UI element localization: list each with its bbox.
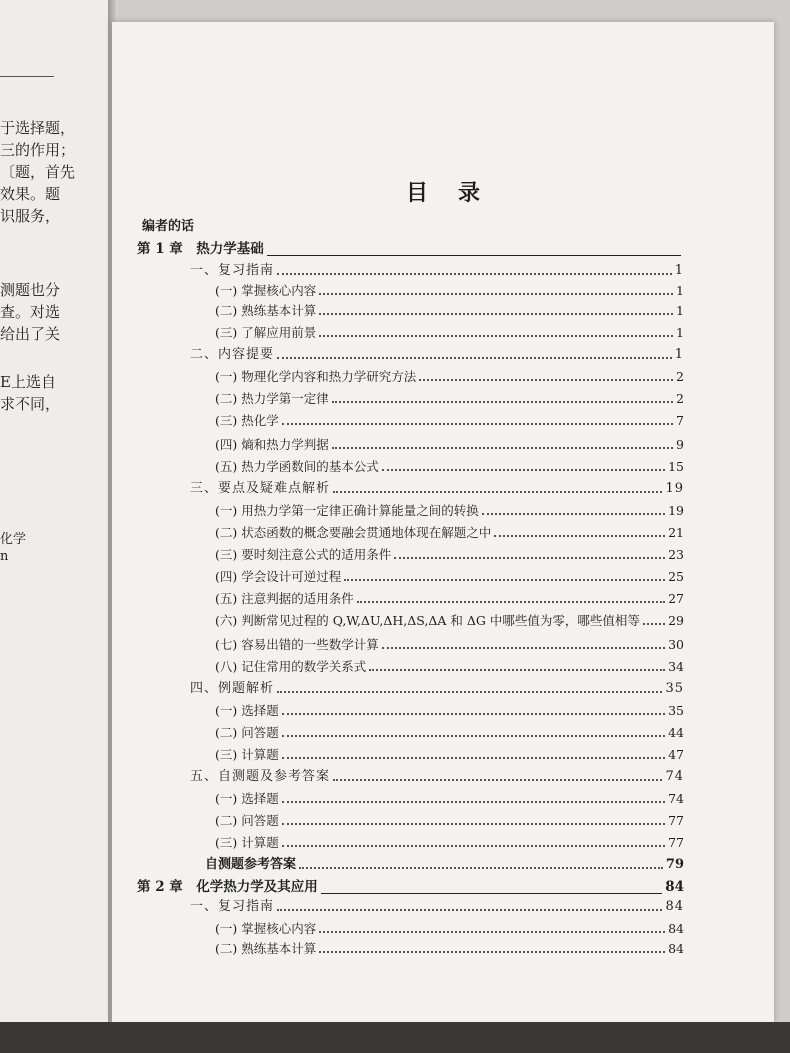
left-text-fragment: 识服务， [0,207,61,225]
left-text-fragment: 化学 [0,532,27,547]
page-number: 27 [668,591,684,606]
entry-label: (六) 判断常见过程的 Q,W,ΔU,ΔH,ΔS,ΔA 和 ΔG 中哪些值为零，哪些值相等 [215,613,640,628]
toc-entry [215,790,684,807]
toc-entry [215,302,684,319]
page-number: 29 [668,613,684,628]
page-number: 47 [668,747,684,762]
page-number: 2 [676,369,684,384]
page-number: 74 [668,791,684,806]
page-number: 19 [665,481,684,496]
leader-dots [369,669,665,671]
leader-dots [282,823,665,825]
chapter-entry [137,240,684,257]
left-text-fragment: 于选择题， [0,119,76,137]
page-number: 35 [668,703,684,718]
toc-entry [215,324,684,341]
leader-dots [319,335,673,337]
left-text-fragment: 求不同， [0,395,61,413]
leader-dots [357,601,665,603]
entry-label: (一) 掌握核心内容 [215,921,317,936]
page-number: 44 [668,725,684,740]
page-number: 1 [674,263,684,278]
entry-label: 第 1 章 热力学基础 [137,241,264,257]
toc-entry [215,746,684,763]
page-number: 21 [668,525,684,540]
leader-dots [282,735,665,737]
toc-page [112,22,774,1022]
leader-dots [277,273,672,275]
left-text-fragment: n [0,549,9,564]
leader-dots [277,357,672,359]
leader-dots [332,401,673,403]
page-number: 79 [665,857,684,872]
page-number: 84 [668,941,684,956]
entry-label: (三) 热化学 [215,413,279,428]
entry-label: 自测题参考答案 [205,857,297,872]
left-text-fragment: 效果。题 [0,185,61,203]
page-number: 77 [668,813,684,828]
leader-dots [382,647,665,649]
entry-label: (五) 注意判据的适用条件 [215,591,354,606]
chapter-entry [137,878,684,895]
leader-dots [333,491,662,493]
leader-dots [482,513,665,515]
left-text-fragment: 三的作用； [0,141,76,159]
toc-entry [215,546,684,563]
toc-entry [215,524,684,541]
leader-dots [319,313,673,315]
toc-entry [215,412,684,429]
leader-dots [282,757,665,759]
left-text-fragment: 测题也分 [0,281,61,299]
page-number: 1 [676,283,684,298]
section-entry [190,262,684,279]
page-number: 30 [668,637,684,652]
entry-label: 二、内容提要 [190,347,275,362]
toc-entry [215,920,684,937]
entry-label: (二) 状态函数的概念要融会贯通地体现在解题之中 [215,525,492,540]
entry-label: (五) 热力学函数间的基本公式 [215,459,379,474]
toc-entry [215,940,684,957]
entry-label: 五、自测题及参考答案 [190,769,331,784]
page-number: 84 [665,899,684,914]
entry-label: (七) 容易出错的一些数学计算 [215,637,379,652]
leader-dots [267,255,681,256]
toc-entry [215,458,684,475]
toc-entry [215,834,684,851]
page-number: 23 [668,547,684,562]
section-entry [190,768,684,785]
page-number: 2 [676,391,684,406]
entry-label: (二) 熟练基本计算 [215,941,317,956]
entry-label: (二) 热力学第一定律 [215,391,329,406]
toc-entry [215,702,684,719]
page-number: 84 [665,879,684,895]
page-number: 1 [676,303,684,318]
page-number: 77 [668,835,684,850]
entry-label: (二) 问答题 [215,813,279,828]
section-entry [190,680,684,697]
toc-entry [215,502,684,519]
page-title: 目录 [405,180,510,206]
page-number: 7 [676,413,684,428]
entry-label: (三) 要时刻注意公式的适用条件 [215,547,392,562]
leader-dots [394,557,665,559]
toc-entry [215,590,684,607]
left-text-fragment: 给出了关 [0,325,61,343]
left-page [0,0,111,1053]
toc-entry [215,568,684,585]
leader-dots [282,713,665,715]
leader-dots [277,691,662,693]
entry-label: (一) 选择题 [215,703,279,718]
entry-label: (三) 计算题 [215,747,279,762]
entry-label: 编者的话 [142,219,195,234]
page-number: 9 [676,437,684,452]
leader-dots [277,909,662,911]
leader-dots [299,867,663,869]
leader-dots [494,535,665,537]
entry-label: (四) 熵和热力学判据 [215,437,329,452]
page-number: 25 [668,569,684,584]
page-number: 15 [668,459,684,474]
page-number: 1 [674,347,684,362]
entry-label: (二) 问答题 [215,725,279,740]
leader-dots [332,447,673,449]
left-text-fragment: 查。对选 [0,303,61,321]
leader-dots [282,423,673,425]
page-number: 84 [668,921,684,936]
toc-entry [215,658,684,675]
page-number: 34 [668,659,684,674]
section-entry [190,898,684,915]
left-text-fragment: 〔题，首先 [0,163,76,181]
leader-dots [382,469,665,471]
entry-label: 三、要点及疑难点解析 [190,481,331,496]
toc-entry [215,390,684,407]
toc-entry [215,368,684,385]
page-number: 35 [665,681,684,696]
toc-entry [215,812,684,829]
page-number: 74 [665,769,684,784]
entry-label: (一) 用热力学第一定律正确计算能量之间的转换 [215,503,479,518]
header-rule [0,76,54,77]
entry-label: 四、例题解析 [190,681,275,696]
left-text-fragment: E上选自 [0,373,56,391]
entry-label: (四) 学会设计可逆过程 [215,569,342,584]
entry-label: (八) 记住常用的数学关系式 [215,659,367,674]
entry-label: (一) 掌握核心内容 [215,283,317,298]
toc-entry [205,856,684,873]
toc-entry [215,282,684,299]
entry-label: (三) 计算题 [215,835,279,850]
entry-label: (一) 选择题 [215,791,279,806]
table-surface [0,1022,790,1053]
entry-label: 一、复习指南 [190,899,275,914]
leader-dots [319,951,665,953]
leader-dots [282,801,665,803]
leader-dots [419,379,673,381]
leader-dots [282,845,665,847]
entry-label: 一、复习指南 [190,263,275,278]
entry-label: (三) 了解应用前景 [215,325,317,340]
toc-entry [215,612,684,629]
leader-dots [319,293,673,295]
preface-entry [142,218,194,235]
section-entry [190,346,684,363]
page-number: 1 [676,325,684,340]
leader-dots [333,779,662,781]
toc-entry [215,724,684,741]
leader-dots [344,579,665,581]
toc-entry [215,636,684,653]
leader-dots [321,893,662,894]
entry-label: (二) 熟练基本计算 [215,303,317,318]
leader-dots [319,931,665,933]
entry-label: (一) 物理化学内容和热力学研究方法 [215,369,417,384]
leader-dots [643,623,665,625]
section-entry [190,480,684,497]
entry-label: 第 2 章 化学热力学及其应用 [137,879,318,895]
toc-entry [215,436,684,453]
page-number: 19 [668,503,684,518]
